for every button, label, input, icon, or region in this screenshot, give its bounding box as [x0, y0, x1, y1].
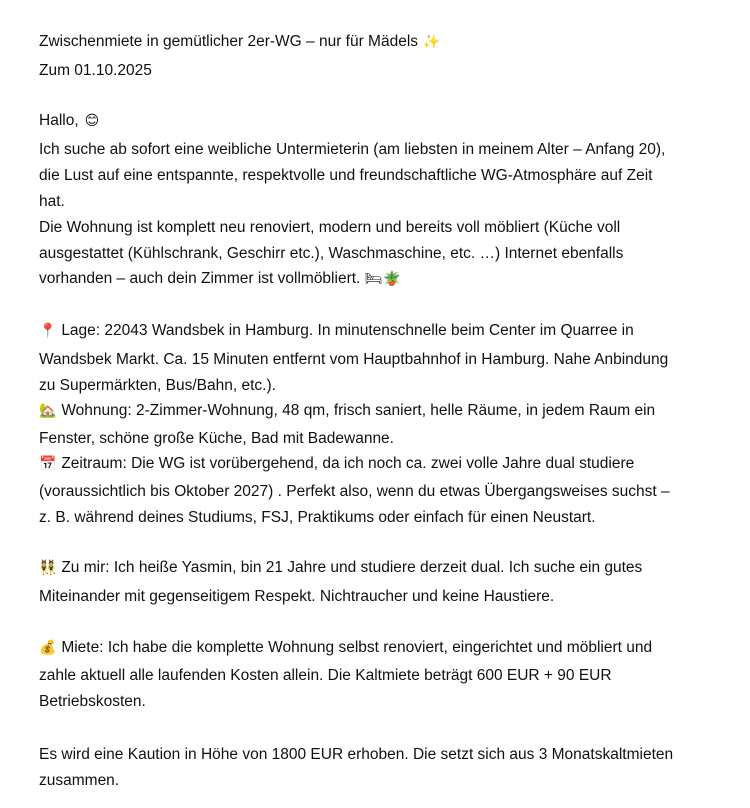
intro-line: Die Wohnung ist komplett neu renoviert, modern und bereits voll möbliert (Küche voll: [39, 219, 621, 236]
sparkles-icon: ✨: [422, 34, 441, 50]
intro-line: die Lust auf eine entspannte, respektvolle und freundschaftliche WG-Atmosphäre auf Zeit: [39, 167, 653, 184]
zu-mir-line: Miteinander mit gegenseitigem Respekt. Nichtraucher und keine Haustiere.: [39, 588, 555, 605]
lage-text: Lage: 22043 Wandsbek in Hamburg. In minutenschnelle beim Center im Quarree in: [61, 322, 634, 339]
wohnung-line: Fenster, schöne große Küche, Bad mit Badewanne.: [39, 430, 394, 447]
kaution-line: Es wird eine Kaution in Höhe von 1800 EUR erhoben. Die setzt sich aus 3 Monatskaltmieten: [39, 746, 674, 763]
intro-line: Ich suche ab sofort eine weibliche Untermieterin (am liebsten in meinem Alter – Anfang 20),: [39, 141, 666, 158]
wohnung-line: [39, 401, 655, 421]
people-icon: 👯: [39, 560, 57, 576]
zeitraum-line: (voraussichtlich bis Oktober 2027) . Perfekt also, wenn du etwas Übergangsweises suchst –: [39, 483, 670, 500]
zeitraum-line: z. B. während deines Studiums, FSJ, Praktikums oder einfach für einen Neustart.: [39, 509, 596, 526]
lage-line: zu Supermärkten, Bus/Bahn, etc.).: [39, 377, 276, 394]
zeitraum-text: Zeitraum: Die WG ist vorübergehend, da ich noch ca. zwei volle Jahre dual studiere: [61, 455, 635, 472]
wohnung-text: Wohnung: 2-Zimmer-Wohnung, 48 qm, frisch saniert, helle Räume, in jedem Raum ein: [61, 402, 656, 419]
lage-line: [39, 321, 634, 341]
miete-text: Miete: Ich habe die komplette Wohnung selbst renoviert, eingerichtet und möbliert und: [61, 639, 653, 656]
miete-line: [39, 638, 652, 658]
pin-icon: 📍: [39, 323, 57, 339]
calendar-icon: 📅: [39, 456, 57, 472]
intro-line: hat.: [39, 193, 65, 210]
zu-mir-line: [39, 558, 642, 578]
intro-text: vorhanden – auch dein Zimmer ist vollmöbliert.: [39, 270, 361, 287]
kaution-line: zusammen.: [39, 772, 120, 789]
bed-icon: 🛏: [364, 271, 383, 287]
lage-line: Wandsbek Markt. Ca. 15 Minuten entfernt vom Hauptbahnhof in Hamburg. Nahe Anbindung: [39, 351, 669, 368]
house-icon: 🏡: [39, 403, 57, 419]
move-in-date: Zum 01.10.2025: [39, 62, 152, 79]
money-bag-icon: 💰: [39, 640, 57, 656]
zeitraum-line: [39, 454, 634, 474]
miete-line: zahle aktuell alle laufenden Kosten allein. Die Kaltmiete beträgt 600 EUR + 90 EUR: [39, 667, 612, 684]
miete-line: Betriebskosten.: [39, 693, 146, 710]
greeting-text: Hallo,: [39, 112, 79, 129]
smile-icon: 😊: [84, 113, 100, 129]
intro-line: [39, 269, 401, 289]
listing-title: [39, 32, 440, 52]
zu-mir-text: Zu mir: Ich heiße Yasmin, bin 21 Jahre und studiere derzeit dual. Ich suche ein gutes: [61, 559, 643, 576]
plant-icon: 🪴: [382, 271, 401, 287]
title-text: Zwischenmiete in gemütlicher 2er-WG – nur für Mädels: [39, 33, 419, 50]
intro-line: ausgestattet (Kühlschrank, Geschirr etc.), Waschmaschine, etc. …) Internet ebenfalls: [39, 245, 624, 262]
greeting: [39, 111, 101, 131]
